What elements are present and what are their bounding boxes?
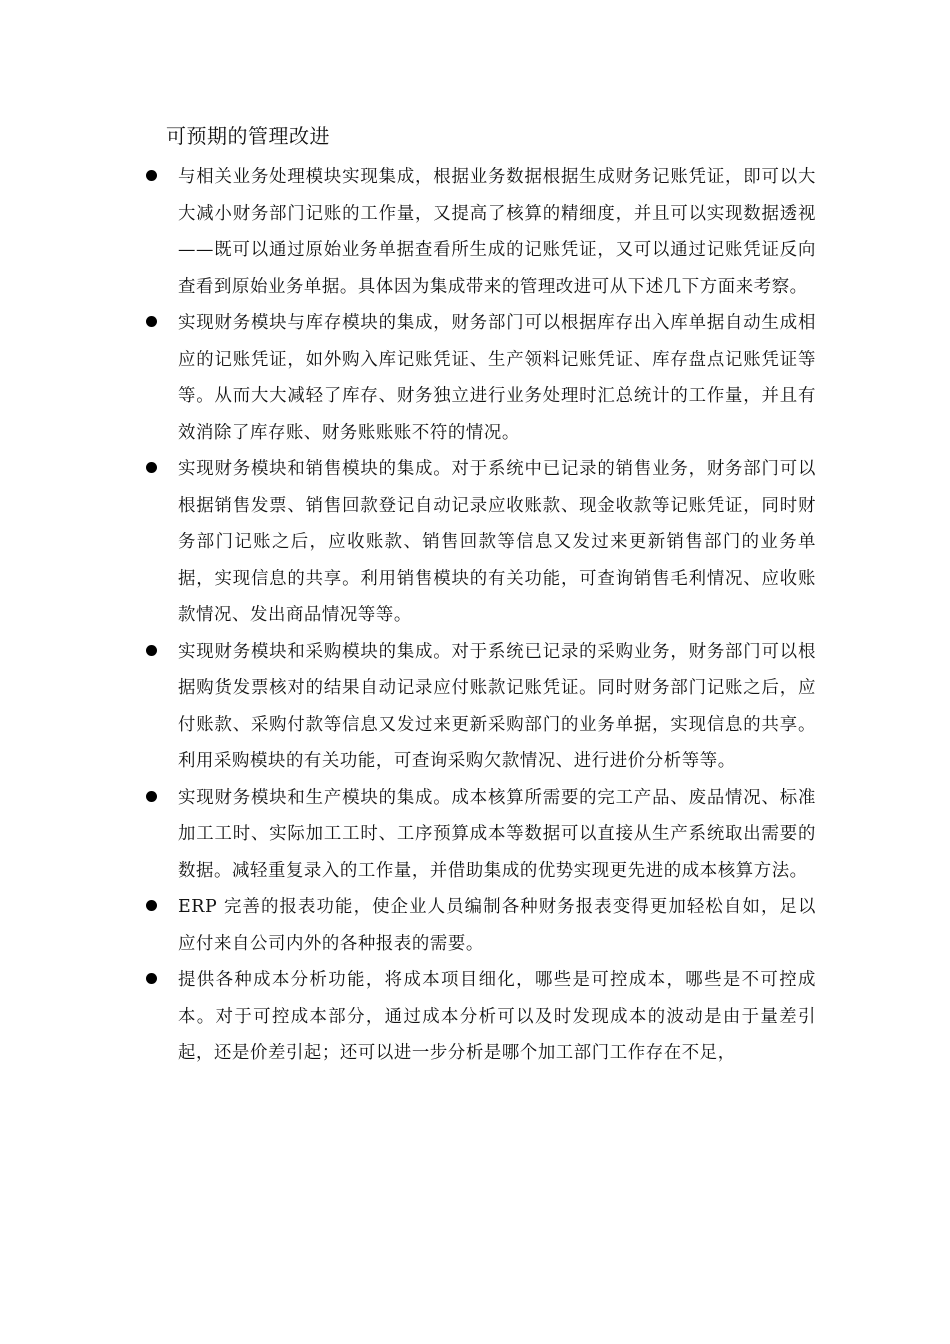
bullet-text: 实现财务模块和生产模块的集成。成本核算所需要的完工产品、废品情况、标准加工工时、实际加工工时、工序预算成本等数据可以直接从生产系统取出需要的数据。减轻重复录入的工作量，并借助集成的优势实现更先进的成本核算方法。 <box>178 787 816 881</box>
bullet-text: ERP 完善的报表功能，使企业人员编制各种财务报表变得更加轻松自如，足以应付来自公司内外的各种报表的需要。 <box>178 897 816 954</box>
bullet-text: 与相关业务处理模块实现集成，根据业务数据根据生成财务记账凭证，即可以大大减小财务部门记账的工作量，又提高了核算的精细度，并且可以实现数据透视——既可以通过原始业务单据查看所生成的记账凭证，又可以通过记账凭证反向查看到原始业务单据。具体因为集成带来的管理改进可从下述几下方面来考察。 <box>178 167 816 297</box>
bullet-dot-icon <box>146 316 157 327</box>
bullet-dot-icon <box>146 170 157 181</box>
bullet-item <box>146 159 816 305</box>
bullet-item <box>146 889 816 962</box>
bullet-dot-icon <box>146 973 157 984</box>
bullet-text: 实现财务模块和销售模块的集成。对于系统中已记录的销售业务，财务部门可以根据销售发票、销售回款登记自动记录应收账款、现金收款等记账凭证，同时财务部门记账之后，应收账款、销售回款等信息又发过来更新销售部门的业务单据，实现信息的共享。利用销售模块的有关功能，可查询销售毛利情况、应收账款情况、发出商品情况等等。 <box>178 459 816 625</box>
bullet-item <box>146 305 816 451</box>
bullet-item <box>146 634 816 780</box>
bullet-item <box>146 451 816 634</box>
bullet-text: 实现财务模块和采购模块的集成。对于系统已记录的采购业务，财务部门可以根据购货发票核对的结果自动记录应付账款记账凭证。同时财务部门记账之后，应付账款、采购付款等信息又发过来更新采购部门的业务单据，实现信息的共享。利用采购模块的有关功能，可查询采购欠款情况、进行进价分析等等。 <box>178 641 816 771</box>
bullet-text: 提供各种成本分析功能，将成本项目细化，哪些是可控成本，哪些是不可控成本。对于可控成本部分，通过成本分析可以及时发现成本的波动是由于量差引起，还是价差引起；还可以进一步分析是哪个加工部门工作存在不足， <box>178 970 816 1063</box>
bullet-dot-icon <box>146 791 157 802</box>
bullet-dot-icon <box>146 645 157 656</box>
bullet-dot-icon <box>146 900 157 911</box>
bullet-list <box>146 159 816 1072</box>
bullet-dot-icon <box>146 462 157 473</box>
bullet-item <box>146 780 816 890</box>
bullet-item <box>146 962 816 1072</box>
section-title: 可预期的管理改进 <box>166 124 330 148</box>
bullet-text: 实现财务模块与库存模块的集成，财务部门可以根据库存出入库单据自动生成相应的记账凭证，如外购入库记账凭证、生产领料记账凭证、库存盘点记账凭证等等。从而大大减轻了库存、财务独立进行业务处理时汇总统计的工作量，并且有效消除了库存账、财务账账账不符的情况。 <box>178 313 816 443</box>
